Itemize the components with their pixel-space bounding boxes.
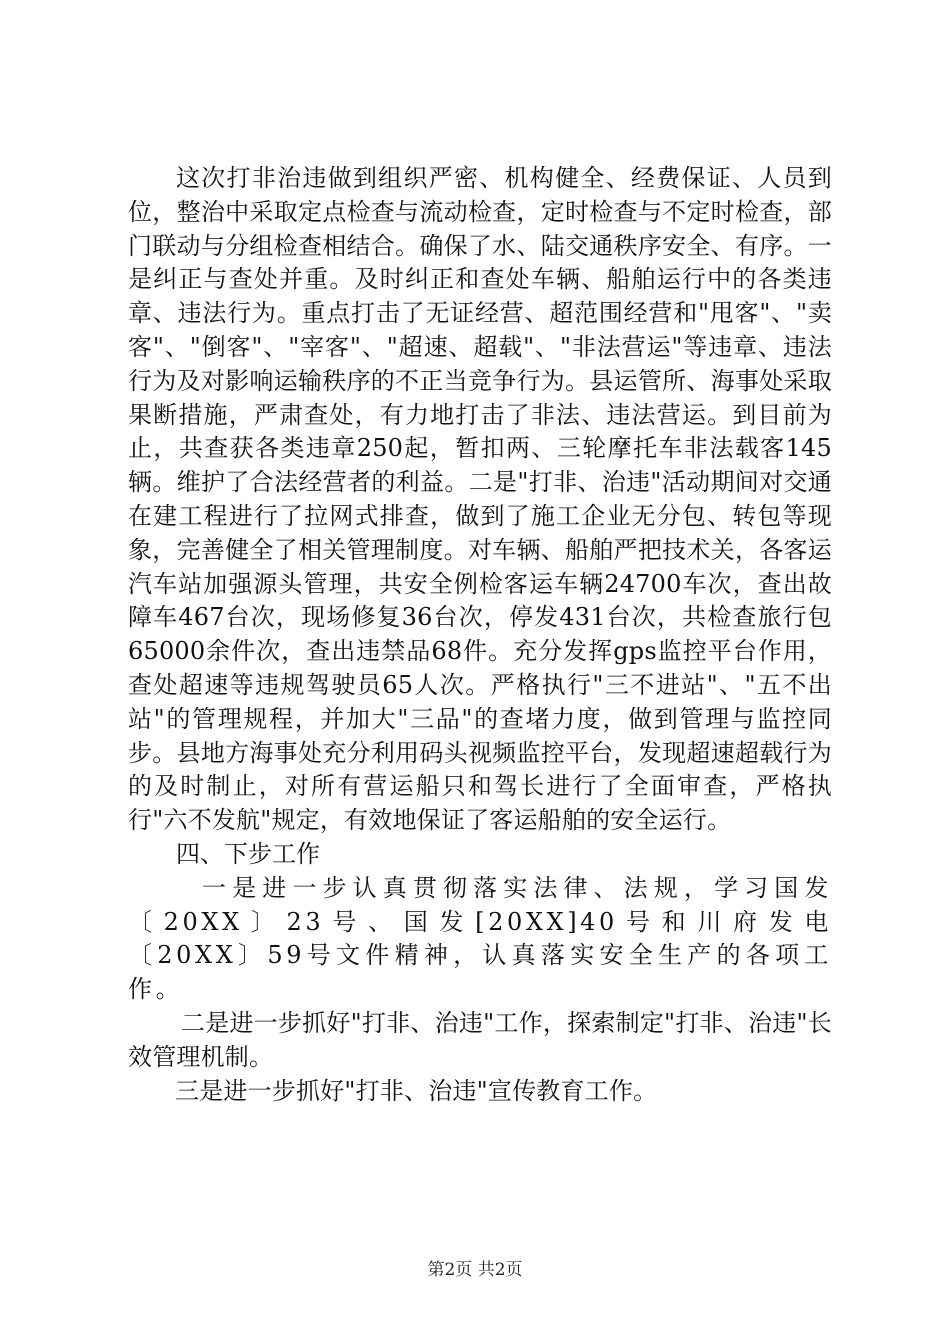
- body-paragraph-next-step-3: 三是进一步抓好"打非、治违"宣传教育工作。: [175, 1076, 658, 1105]
- page-number-footer: 第2页 共2页: [427, 1260, 523, 1280]
- section-heading-next-steps: 四、下步工作: [176, 839, 320, 868]
- body-paragraph-next-step-2: 二是进一步抓好"打非、治违"工作，探索制定"打非、治违"长效管理机制。: [128, 1008, 832, 1071]
- body-paragraph-enforcement-summary: 这次打非治违做到组织严密、机构健全、经费保证、人员到位，整治中采取定点检查与流动检查，定时检查与不定时检查，部门联动与分组检查相结合。确保了水、陆交通秩序安全、有序。一是纠正与查处并重。及时纠正和查处车辆、船舶运行中的各类违章、违法行为。重点打击了无证经营、超范围经营和"甩客"、"卖客"、"倒客"、"宰客"、"超速、超载"、"非法营运"等违章、违法行为及对影响运输秩序的不正当竞争行为。县运管所、海事处采取果断措施，严肃查处，有力地打击了非法、违法营运。到目前为止，共查获各类违章250起，暂扣两、三轮摩托车非法载客145辆。维护了合法经营者的利益。二是"打非、治违"活动期间对交通在建工程进行了拉网式排查，做到了施工企业无分包、转包等现象，完善健全了相关管理制度。对车辆、船舶严把技术关，各客运汽车站加强源头管理，共安全例检客运车辆24700车次，查出故障车467台次，现场修复36台次，停发431台次，共检查旅行包65000余件次，查出违禁品68件。充分发挥gps监控平台作用，查处超速等违规驾驶员65人次。严格执行"三不进站"、"五不出站"的管理规程，并加大"三品"的查堵力度，做到管理与监控同步。县地方海事处充分利用码头视频监控平台，发现超速超载行为的及时制止，对所有营运船只和驾长进行了全面审查，严格执行"六不发航"规定，有效地保证了客运船舶的安全运行。: [128, 164, 832, 835]
- document-body: [128, 162, 832, 1108]
- body-paragraph-next-step-1: 一是进一步认真贯彻落实法律、法规，学习国发〔20XX〕23号、国发[20XX]40号和川府发电〔20XX〕59号文件精神，认真落实安全生产的各项工作。: [128, 873, 832, 1004]
